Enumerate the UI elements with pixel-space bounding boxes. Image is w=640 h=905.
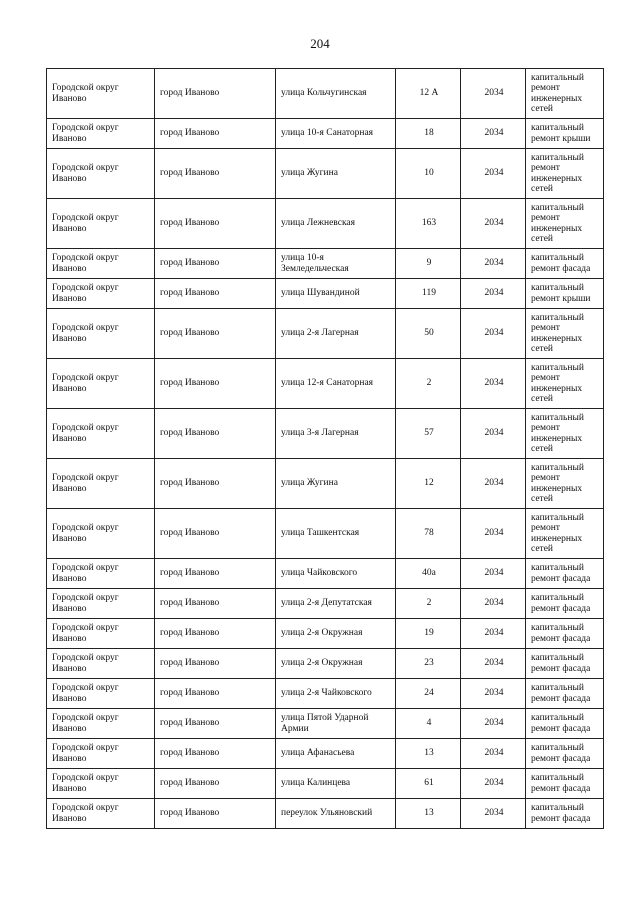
street-cell: улица 3-я Лагерная (276, 409, 396, 459)
house-number-cell: 18 (396, 119, 461, 149)
house-number-cell: 24 (396, 679, 461, 709)
house-number-cell: 10 (396, 149, 461, 199)
street-cell: улица Жугина (276, 459, 396, 509)
house-number-cell: 119 (396, 279, 461, 309)
house-number-cell: 61 (396, 769, 461, 799)
table-row (47, 459, 604, 509)
street-cell: улица Ташкентская (276, 509, 396, 559)
year-cell: 2034 (461, 249, 526, 279)
table-row (47, 709, 604, 739)
house-number-cell: 13 (396, 799, 461, 829)
house-number-cell: 163 (396, 199, 461, 249)
street-cell: улица Калинцева (276, 769, 396, 799)
table-row (47, 679, 604, 709)
okrug-cell: Городской округ Иваново (47, 769, 155, 799)
house-number-cell: 2 (396, 359, 461, 409)
table-row (47, 409, 604, 459)
house-number-cell: 12 А (396, 69, 461, 119)
year-cell: 2034 (461, 769, 526, 799)
year-cell: 2034 (461, 119, 526, 149)
okrug-cell: Городской округ Иваново (47, 279, 155, 309)
work-type-cell: капитальный ремонт инженерных сетей (526, 509, 604, 559)
okrug-cell: Городской округ Иваново (47, 409, 155, 459)
year-cell: 2034 (461, 459, 526, 509)
city-cell: город Иваново (155, 279, 276, 309)
year-cell: 2034 (461, 649, 526, 679)
year-cell: 2034 (461, 279, 526, 309)
house-number-cell: 78 (396, 509, 461, 559)
house-number-cell: 4 (396, 709, 461, 739)
city-cell: город Иваново (155, 199, 276, 249)
year-cell: 2034 (461, 799, 526, 829)
year-cell: 2034 (461, 69, 526, 119)
city-cell: город Иваново (155, 119, 276, 149)
street-cell: улица 2-я Депутатская (276, 589, 396, 619)
city-cell: город Иваново (155, 509, 276, 559)
year-cell: 2034 (461, 559, 526, 589)
city-cell: город Иваново (155, 249, 276, 279)
okrug-cell: Городской округ Иваново (47, 679, 155, 709)
year-cell: 2034 (461, 679, 526, 709)
table-row (47, 69, 604, 119)
okrug-cell: Городской округ Иваново (47, 589, 155, 619)
street-cell: улица Кольчугинская (276, 69, 396, 119)
okrug-cell: Городской округ Иваново (47, 619, 155, 649)
street-cell: улица 10-я Земледельческая (276, 249, 396, 279)
work-type-cell: капитальный ремонт фасада (526, 619, 604, 649)
city-cell: город Иваново (155, 589, 276, 619)
city-cell: город Иваново (155, 559, 276, 589)
table-body (47, 69, 604, 829)
okrug-cell: Городской округ Иваново (47, 309, 155, 359)
okrug-cell: Городской округ Иваново (47, 149, 155, 199)
house-number-cell: 12 (396, 459, 461, 509)
city-cell: город Иваново (155, 309, 276, 359)
year-cell: 2034 (461, 739, 526, 769)
table-row (47, 309, 604, 359)
okrug-cell: Городской округ Иваново (47, 359, 155, 409)
work-type-cell: капитальный ремонт инженерных сетей (526, 149, 604, 199)
work-type-cell: капитальный ремонт фасада (526, 709, 604, 739)
house-number-cell: 40а (396, 559, 461, 589)
year-cell: 2034 (461, 359, 526, 409)
street-cell: улица Афанасьева (276, 739, 396, 769)
city-cell: город Иваново (155, 69, 276, 119)
city-cell: город Иваново (155, 149, 276, 199)
city-cell: город Иваново (155, 619, 276, 649)
street-cell: улица Жугина (276, 149, 396, 199)
table-row (47, 279, 604, 309)
street-cell: улица Пятой Ударной Армии (276, 709, 396, 739)
work-type-cell: капитальный ремонт инженерных сетей (526, 359, 604, 409)
year-cell: 2034 (461, 509, 526, 559)
okrug-cell: Городской округ Иваново (47, 69, 155, 119)
street-cell: улица 10-я Санаторная (276, 119, 396, 149)
table-row (47, 199, 604, 249)
year-cell: 2034 (461, 199, 526, 249)
street-cell: улица 2-я Чайковского (276, 679, 396, 709)
city-cell: город Иваново (155, 769, 276, 799)
street-cell: улица Шувандиной (276, 279, 396, 309)
city-cell: город Иваново (155, 679, 276, 709)
year-cell: 2034 (461, 709, 526, 739)
house-number-cell: 23 (396, 649, 461, 679)
year-cell: 2034 (461, 149, 526, 199)
work-type-cell: капитальный ремонт крыши (526, 119, 604, 149)
city-cell: город Иваново (155, 359, 276, 409)
street-cell: улица 2-я Окружная (276, 619, 396, 649)
okrug-cell: Городской округ Иваново (47, 649, 155, 679)
city-cell: город Иваново (155, 709, 276, 739)
work-type-cell: капитальный ремонт фасада (526, 769, 604, 799)
city-cell: город Иваново (155, 799, 276, 829)
house-number-cell: 50 (396, 309, 461, 359)
street-cell: улица 2-я Окружная (276, 649, 396, 679)
table-row (47, 739, 604, 769)
house-number-cell: 2 (396, 589, 461, 619)
page-number: 204 (310, 36, 330, 51)
year-cell: 2034 (461, 589, 526, 619)
house-number-cell: 57 (396, 409, 461, 459)
year-cell: 2034 (461, 309, 526, 359)
work-type-cell: капитальный ремонт фасада (526, 589, 604, 619)
work-type-cell: капитальный ремонт фасада (526, 679, 604, 709)
okrug-cell: Городской округ Иваново (47, 199, 155, 249)
work-type-cell: капитальный ремонт фасада (526, 249, 604, 279)
table-row (47, 589, 604, 619)
work-type-cell: капитальный ремонт инженерных сетей (526, 459, 604, 509)
work-type-cell: капитальный ремонт инженерных сетей (526, 409, 604, 459)
table-row (47, 119, 604, 149)
okrug-cell: Городской округ Иваново (47, 459, 155, 509)
table-row (47, 619, 604, 649)
work-type-cell: капитальный ремонт инженерных сетей (526, 69, 604, 119)
table-row (47, 649, 604, 679)
street-cell: улица 12-я Санаторная (276, 359, 396, 409)
table-row (47, 149, 604, 199)
okrug-cell: Городской округ Иваново (47, 739, 155, 769)
work-type-cell: капитальный ремонт фасада (526, 649, 604, 679)
table-row (47, 249, 604, 279)
table-row (47, 509, 604, 559)
okrug-cell: Городской округ Иваново (47, 559, 155, 589)
work-type-cell: капитальный ремонт фасада (526, 799, 604, 829)
street-cell: улица Лежневская (276, 199, 396, 249)
table-row (47, 769, 604, 799)
table-row (47, 799, 604, 829)
work-type-cell: капитальный ремонт фасада (526, 739, 604, 769)
work-type-cell: капитальный ремонт инженерных сетей (526, 199, 604, 249)
okrug-cell: Городской округ Иваново (47, 709, 155, 739)
house-number-cell: 13 (396, 739, 461, 769)
house-number-cell: 9 (396, 249, 461, 279)
city-cell: город Иваново (155, 459, 276, 509)
work-type-cell: капитальный ремонт фасада (526, 559, 604, 589)
house-number-cell: 19 (396, 619, 461, 649)
okrug-cell: Городской округ Иваново (47, 799, 155, 829)
street-cell: улица Чайковского (276, 559, 396, 589)
city-cell: город Иваново (155, 649, 276, 679)
table-row (47, 559, 604, 589)
street-cell: улица 2-я Лагерная (276, 309, 396, 359)
street-cell: переулок Ульяновский (276, 799, 396, 829)
table-row (47, 359, 604, 409)
work-type-cell: капитальный ремонт инженерных сетей (526, 309, 604, 359)
work-type-cell: капитальный ремонт крыши (526, 279, 604, 309)
year-cell: 2034 (461, 619, 526, 649)
okrug-cell: Городской округ Иваново (47, 509, 155, 559)
okrug-cell: Городской округ Иваново (47, 249, 155, 279)
registry-table (46, 68, 604, 829)
year-cell: 2034 (461, 409, 526, 459)
city-cell: город Иваново (155, 409, 276, 459)
okrug-cell: Городской округ Иваново (47, 119, 155, 149)
city-cell: город Иваново (155, 739, 276, 769)
